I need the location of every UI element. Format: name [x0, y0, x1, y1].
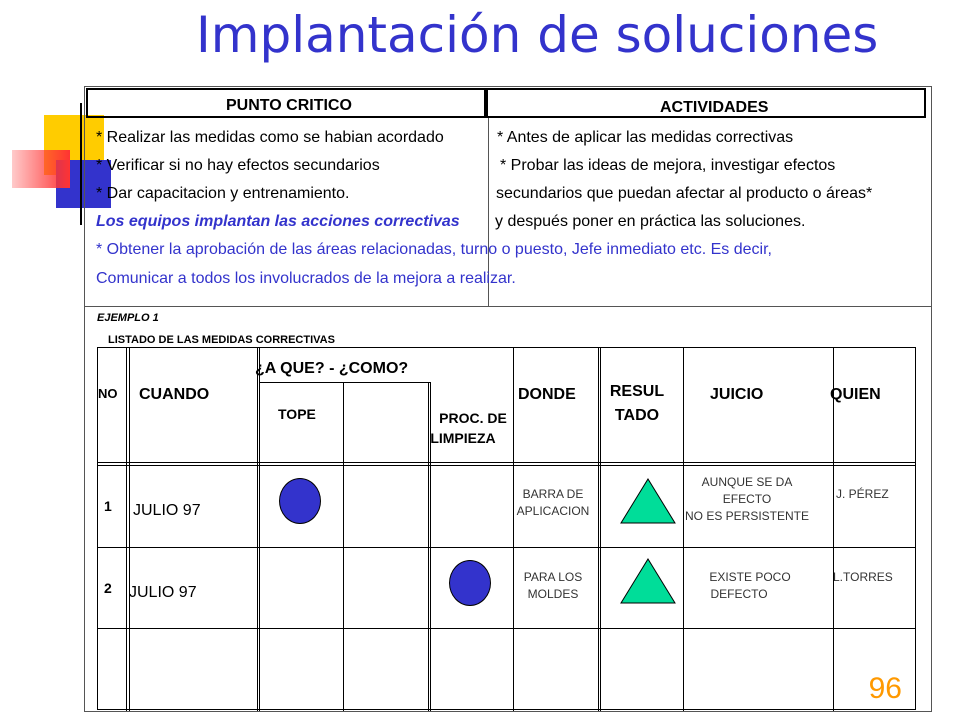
- grid-line: [126, 348, 127, 711]
- corrective-measures-table: [97, 347, 916, 710]
- blue-line-3: Comunicar a todos los involucrados de la mejora a realizar.: [96, 270, 516, 287]
- decorative-red-square: [12, 150, 70, 188]
- row-2-juicio-line1: EXISTE POCO: [709, 570, 791, 584]
- tope-header: TOPE: [278, 406, 316, 422]
- punto-critico-header: PUNTO CRITICO: [86, 88, 486, 118]
- grid-line: [129, 348, 130, 711]
- body-line-2: * Verificar si no hay efectos secundarios: [96, 157, 380, 174]
- row-1-donde-line2: APLICACION: [516, 504, 590, 518]
- row-2-juicio-line2: DEFECTO: [710, 587, 768, 601]
- row-1-donde: [498, 486, 608, 520]
- grid-line: [98, 547, 916, 548]
- row-1-juicio-line1: AUNQUE SE DA: [701, 475, 793, 489]
- proc-header-line1: PROC. DE: [439, 410, 507, 426]
- grid-line: [259, 348, 260, 711]
- row-1-quien: J. PÉREZ: [836, 487, 889, 501]
- no-header: NO: [98, 386, 118, 401]
- proc-header-line2: LIMPIEZA: [430, 430, 496, 446]
- row-2-donde-line2: MOLDES: [527, 587, 579, 601]
- grid-line: [98, 628, 916, 629]
- quien-header: QUIEN: [830, 386, 881, 403]
- row-1-juicio-line3: NO ES PERSISTENTE: [684, 509, 810, 523]
- resul-header-line2: TADO: [614, 407, 660, 424]
- row-2-juicio: [690, 569, 800, 603]
- grid-line: [257, 348, 258, 711]
- cuando-header: CUANDO: [139, 386, 210, 403]
- row-1-result-triangle: [620, 478, 676, 524]
- grid-line: [513, 348, 514, 711]
- page-number: 96: [868, 672, 902, 705]
- grid-line: [600, 348, 601, 711]
- grid-line: [259, 382, 431, 383]
- decorative-vertical-line: [80, 103, 82, 225]
- grid-line: [98, 462, 916, 463]
- row-2-result-triangle: [620, 558, 676, 604]
- slide-title: Implantación de soluciones: [196, 6, 879, 64]
- row-1-tope-circle: [279, 478, 321, 524]
- statement-tail: y después poner en práctica las soluciones.: [495, 213, 806, 230]
- row-1-number: 1: [104, 498, 112, 514]
- row-1-cuando: JULIO 97: [133, 502, 201, 519]
- row-2-proc-circle: [449, 560, 491, 606]
- donde-header: DONDE: [518, 386, 576, 403]
- row-1-juicio: [672, 474, 822, 525]
- section-separator: [84, 306, 932, 307]
- header-row: [86, 88, 928, 118]
- row-2-donde-line1: PARA LOS: [523, 570, 583, 584]
- grid-line: [598, 348, 599, 711]
- row-2-quien: L.TORRES: [833, 570, 893, 584]
- question-header: ¿A QUE? - ¿COMO?: [255, 360, 409, 377]
- juicio-header: JUICIO: [710, 386, 764, 403]
- body-line-3: * Dar capacitacion y entrenamiento.: [96, 185, 350, 202]
- row-1-juicio-line2: EFECTO: [722, 492, 772, 506]
- resultado-header: [606, 380, 668, 428]
- proc-limpieza-header: [428, 408, 518, 448]
- grid-line: [98, 465, 916, 466]
- example-label: EJEMPLO 1: [97, 312, 159, 324]
- row-2-cuando: JULIO 97: [129, 584, 197, 601]
- blue-line-2: * Obtener la aprobación de las áreas relacionadas, turno o puesto, Jefe inmediato etc. Es decir,: [96, 241, 772, 258]
- row-2-number: 2: [104, 580, 112, 596]
- body-line-1: * Realizar las medidas como se habian acordado: [96, 129, 444, 146]
- row-2-donde: [498, 569, 608, 603]
- actividad-line-2: * Probar las ideas de mejora, investigar efectos: [500, 157, 836, 174]
- list-title: LISTADO DE LAS MEDIDAS CORRECTIVAS: [108, 334, 335, 346]
- actividades-header: ACTIVIDADES: [486, 88, 926, 118]
- actividad-line-1: * Antes de aplicar las medidas correctivas: [497, 129, 794, 146]
- grid-line: [683, 348, 684, 711]
- actividad-line-3: secundarios que puedan afectar al producto o áreas*: [496, 185, 873, 202]
- row-1-donde-line1: BARRA DE: [522, 487, 584, 501]
- blue-bold-statement: Los equipos implantan las acciones correctivas: [96, 213, 460, 230]
- resul-header-line1: RESUL: [609, 383, 665, 400]
